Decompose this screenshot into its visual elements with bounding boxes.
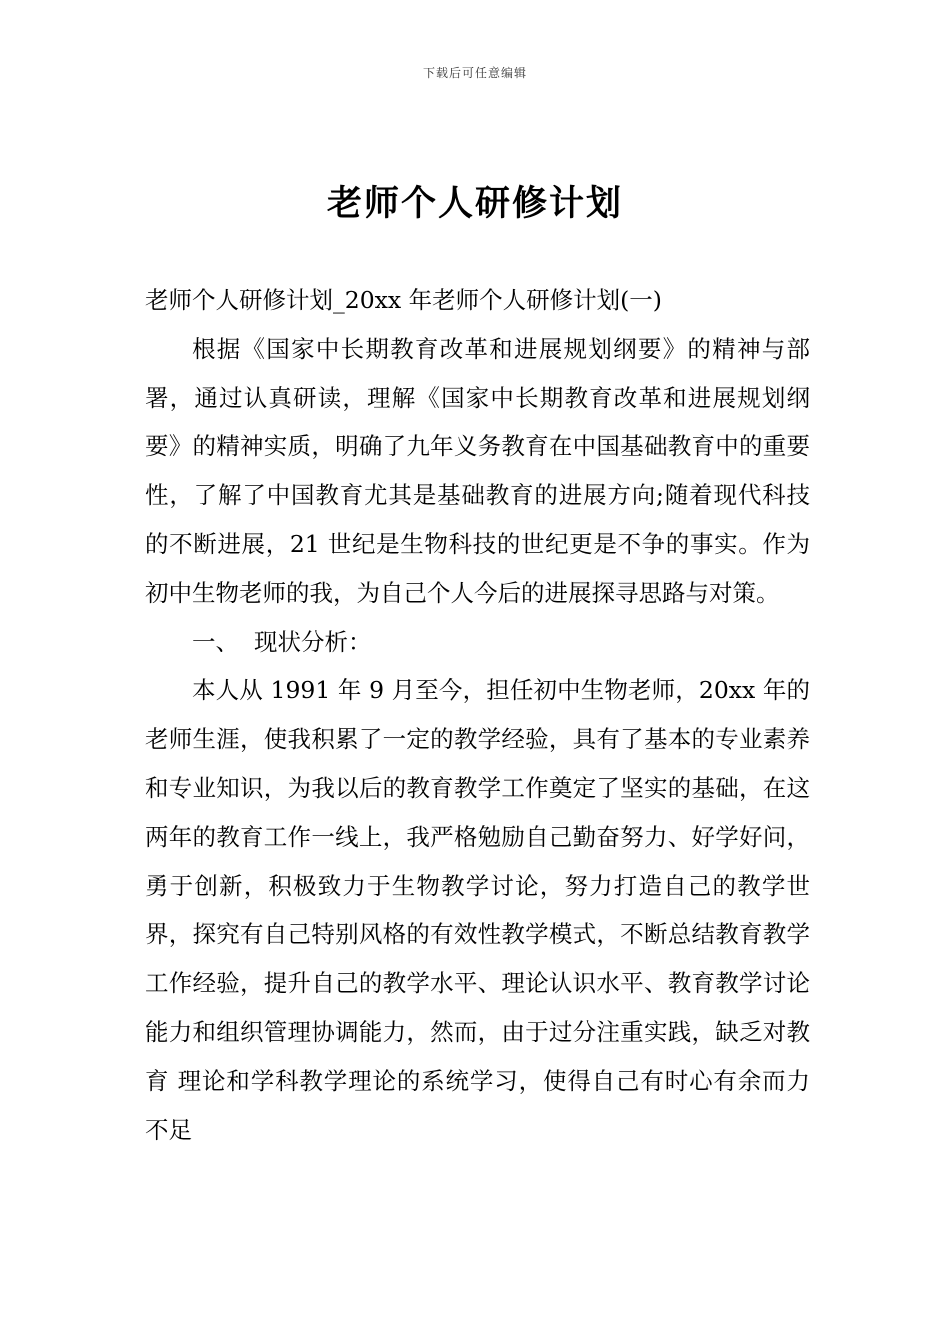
paragraph-intro: 根据《国家中长期教育改革和进展规划纲要》的精神与部署，通过认真研读，理解《国家中长期教育改革和进展规划纲要》的精神实质，明确了九年义务教育在中国基础教育中的重要性，了解了中国教育尤其是基础教育的进展方向;随着现代科技的不断进展，21 世纪是生物科技的世纪更是不争的事实。作为初中生物老师的我，为自己个人今后的进展探寻思路与对策。 [145,334,810,607]
section-heading-status-analysis: 一、 现状分析： [192,627,372,656]
subtitle-line: 老师个人研修计划_20xx 年老师个人研修计划(一) [145,286,662,314]
document-title: 老师个人研修计划 [326,184,623,224]
document-body [145,276,810,1154]
paragraph-status: 本人从 1991 年 9 月至今，担任初中生物老师，20xx 年的老师生涯，使我积累了一定的教学经验，具有了基本的专业素养和专业知识，为我以后的教育教学工作奠定了坚实的基础，在这两年的教育工作一线上，我严格勉励自己勤奋努力、好学好问，勇于创新，积极致力于生物教学讨论，努力打造自己的教学世界，探究有自己特别风格的有效性教学模式，不断总结教育教学工作经验，提升自己的教学水平、理论认识水平、教育教学讨论能力和组织管理协调能力，然而，由于过分注重实践，缺乏对教育 理论和学科教学理论的系统学习，使得自己有时心有余而力不足 [145,676,810,1144]
header-note: 下载后可任意编辑 [422,66,527,80]
